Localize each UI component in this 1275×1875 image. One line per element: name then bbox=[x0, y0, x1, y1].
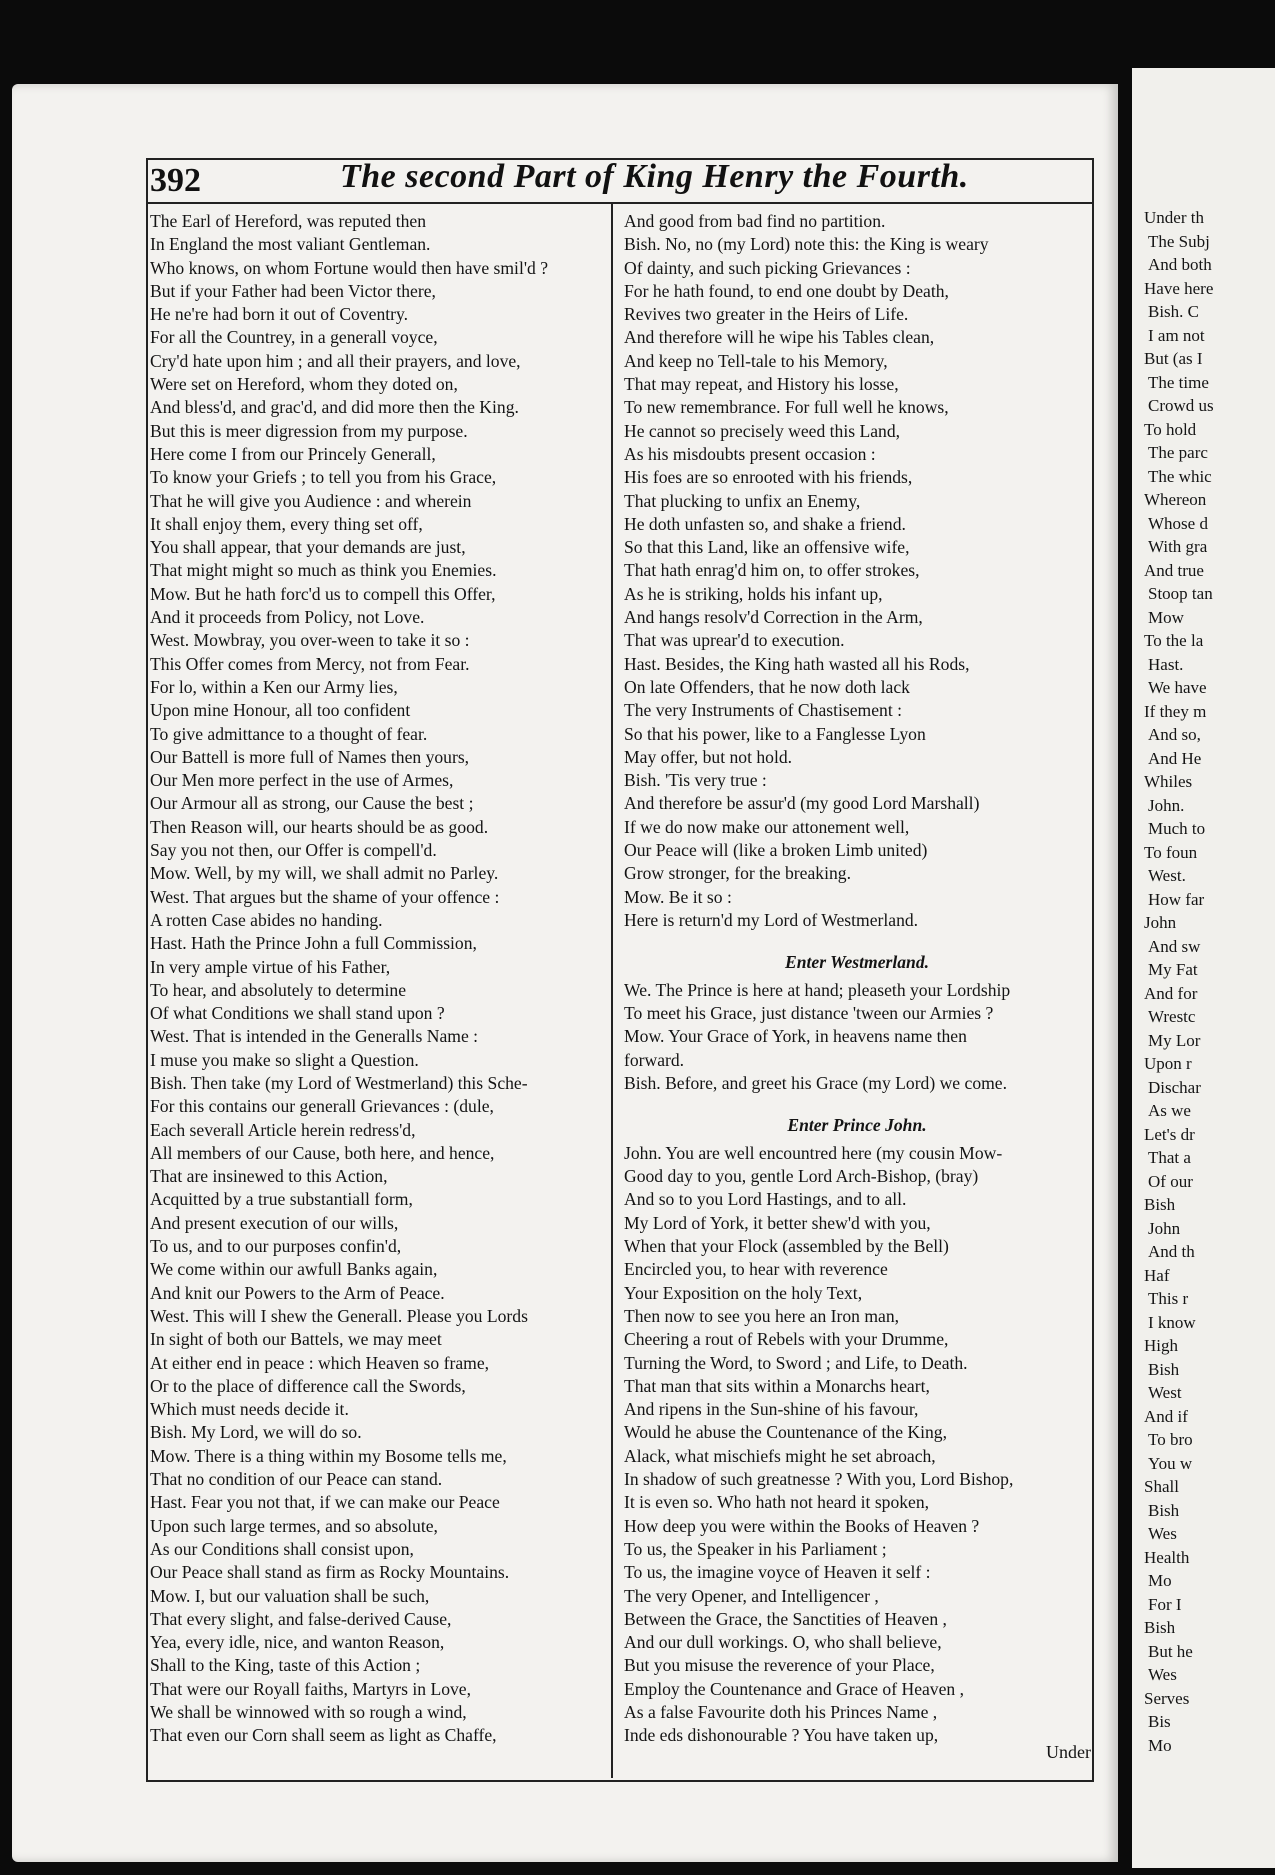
text-line: Acquitted by a true substantiall form, bbox=[150, 1189, 413, 1210]
text-line: I muse you make so slight a Question. bbox=[150, 1049, 419, 1070]
text-line: And ripens in the Sun-shine of his favour, bbox=[624, 1399, 919, 1420]
text-line: Upon mine Honour, all too confident bbox=[150, 700, 411, 721]
header-rule bbox=[146, 202, 1094, 204]
facing-page-fragment: The time bbox=[1148, 372, 1209, 392]
text-line: forward. bbox=[624, 1049, 685, 1070]
text-line: Hast. Hath the Prince John a full Commission, bbox=[150, 933, 477, 954]
text-line: To give admittance to a thought of fear. bbox=[150, 723, 428, 744]
text-line: That hath enrag'd him on, to offer strokes, bbox=[624, 560, 920, 581]
text-line: To us, the imagine voyce of Heaven it self : bbox=[624, 1562, 931, 1583]
text-line: And our dull workings. O, who shall believe, bbox=[624, 1632, 942, 1653]
facing-page-fragment: West. bbox=[1148, 866, 1186, 885]
text-line: West. That argues but the shame of your offence : bbox=[150, 886, 500, 907]
text-line: Bish. Then take (my Lord of Westmerland) this Sche- bbox=[150, 1072, 528, 1093]
text-line: In England the most valiant Gentleman. bbox=[150, 234, 431, 255]
text-line: That were our Royall faiths, Martyrs in Love, bbox=[150, 1678, 472, 1699]
text-line: Cry'd hate upon him ; and all their prayers, and love, bbox=[150, 350, 521, 371]
facing-page-fragment: Whereon bbox=[1144, 490, 1207, 509]
text-line: That might might so much as think you Enemies. bbox=[150, 560, 497, 581]
text-line: To meet his Grace, just distance 'tween our Armies ? bbox=[624, 1003, 994, 1024]
text-line: Bish. Before, and greet his Grace (my Lord) we come. bbox=[624, 1072, 1008, 1093]
facing-page-fragment: To foun bbox=[1144, 842, 1198, 862]
text-line: And hangs resolv'd Correction in the Arm, bbox=[624, 607, 923, 628]
text-line: Of dainty, and such picking Grievances : bbox=[624, 257, 911, 278]
facing-page bbox=[1132, 68, 1275, 1868]
facing-page-fragment: And if bbox=[1144, 1406, 1188, 1426]
text-line: And present execution of our wills, bbox=[150, 1212, 399, 1233]
text-line: Our Peace shall stand as firm as Rocky Mountains. bbox=[150, 1562, 510, 1583]
facing-page-fragment: Bish bbox=[1148, 1359, 1180, 1379]
facing-page-fragment: With gra bbox=[1148, 537, 1208, 556]
text-line: But you misuse the reverence of your Place, bbox=[624, 1655, 935, 1676]
text-line: And therefore will he wipe his Tables clean, bbox=[624, 327, 935, 348]
facing-page-fragment: Mo bbox=[1148, 1571, 1172, 1590]
text-line: He ne're had born it out of Coventry. bbox=[150, 304, 409, 325]
facing-page-fragment: And sw bbox=[1148, 936, 1201, 956]
catchword: Under bbox=[1046, 1742, 1091, 1762]
text-line: And it proceeds from Policy, not Love. bbox=[150, 607, 425, 628]
facing-page-fragment: My Fat bbox=[1148, 960, 1198, 979]
text-line: Would he abuse the Countenance of the King, bbox=[624, 1422, 948, 1443]
facing-page-fragment: Bish bbox=[1148, 1500, 1180, 1520]
text-line: That may repeat, and History his losse, bbox=[624, 374, 899, 395]
text-line: The very Opener, and Intelligencer , bbox=[624, 1585, 879, 1606]
facing-page-fragment: Let's dr bbox=[1144, 1124, 1195, 1144]
text-line: Our Peace will (like a broken Limb united) bbox=[624, 840, 928, 861]
text-line: Mow. Be it so : bbox=[624, 886, 732, 907]
facing-page-fragment: My Lor bbox=[1148, 1030, 1201, 1050]
column-rule bbox=[611, 204, 613, 1778]
facing-page-fragment: Whose d bbox=[1148, 513, 1208, 533]
facing-page-fragment: The Subj bbox=[1148, 231, 1210, 251]
text-line: And so to you Lord Hastings, and to all. bbox=[624, 1189, 907, 1210]
text-line: Then Reason will, our hearts should be as good. bbox=[150, 816, 489, 837]
text-line: Between the Grace, the Sanctities of Heaven , bbox=[624, 1608, 947, 1629]
text-line: Mow. But he hath forc'd us to compell this Offer, bbox=[150, 583, 496, 604]
facing-page-fragment: Wes bbox=[1148, 1665, 1177, 1684]
left-text-column bbox=[150, 210, 608, 1748]
facing-page-fragment: And th bbox=[1148, 1242, 1195, 1261]
text-line: Enter Westmerland. bbox=[784, 952, 930, 973]
text-line: West. That is intended in the Generalls Name : bbox=[150, 1026, 479, 1047]
facing-page-fragment: The parc bbox=[1148, 443, 1208, 462]
text-line: Yea, every idle, nice, and wanton Reason, bbox=[150, 1632, 445, 1653]
text-line: When that your Flock (assembled by the Bell) bbox=[624, 1236, 949, 1257]
text-line: Were set on Hereford, whom they doted on, bbox=[150, 374, 458, 395]
text-line: Good day to you, gentle Lord Arch-Bishop, (bray) bbox=[624, 1166, 979, 1187]
text-line: Shall to the King, taste of this Action ; bbox=[150, 1655, 421, 1676]
text-line: As our Conditions shall consist upon, bbox=[150, 1538, 414, 1559]
text-line: And keep no Tell-tale to his Memory, bbox=[624, 350, 888, 371]
facing-page-fragment: Haf bbox=[1144, 1265, 1170, 1285]
text-line: It shall enjoy them, every thing set off, bbox=[150, 513, 423, 534]
facing-page-fragment: And for bbox=[1144, 983, 1198, 1003]
text-line: Bish. My Lord, we will do so. bbox=[150, 1422, 362, 1443]
text-line: And therefore be assur'd (my good Lord Marshall) bbox=[624, 793, 980, 814]
text-line: Bish. 'Tis very true : bbox=[624, 770, 767, 791]
text-line: West. This will I shew the Generall. Please you Lords bbox=[150, 1305, 528, 1326]
text-line: Here come I from our Princely Generall, bbox=[150, 443, 436, 464]
text-line: That even our Corn shall seem as light as Chaffe, bbox=[150, 1725, 497, 1746]
facing-page-fragment: Of our bbox=[1148, 1171, 1193, 1191]
facing-page-fragment: I know bbox=[1148, 1312, 1196, 1332]
text-line: How deep you were within the Books of Heaven ? bbox=[624, 1515, 980, 1536]
text-line: That man that sits within a Monarchs heart, bbox=[624, 1375, 930, 1396]
facing-page-fragment: As we bbox=[1148, 1101, 1191, 1120]
facing-page-fragment: Crowd us bbox=[1148, 396, 1214, 415]
text-line: May offer, but not hold. bbox=[624, 746, 793, 767]
text-line: Mow. I, but our valuation shall be such, bbox=[150, 1585, 430, 1606]
facing-page-fragment: To bro bbox=[1148, 1430, 1193, 1449]
facing-page-fragment: And true bbox=[1144, 560, 1204, 580]
text-line: As a false Favourite doth his Princes Name , bbox=[624, 1702, 938, 1722]
text-line: West. Mowbray, you over-ween to take it so : bbox=[150, 630, 470, 651]
facing-page-fragment: And so, bbox=[1148, 725, 1201, 744]
facing-page-fragment: To the la bbox=[1144, 631, 1204, 650]
text-line: Our Armour all as strong, our Cause the best ; bbox=[150, 793, 474, 814]
text-line: He cannot so precisely weed this Land, bbox=[624, 420, 901, 441]
text-line: Bish. No, no (my Lord) note this: the King is weary bbox=[624, 234, 989, 255]
facing-page-fragment: Bish. C bbox=[1148, 302, 1200, 321]
facing-page-fragment: Bis bbox=[1148, 1712, 1171, 1731]
text-line: In very ample virtue of his Father, bbox=[150, 956, 391, 977]
facing-page-fragment: We have bbox=[1148, 678, 1207, 697]
text-line: Mow. There is a thing within my Bosome tells me, bbox=[150, 1445, 507, 1466]
text-line: It is even so. Who hath not heard it spoken, bbox=[624, 1492, 930, 1513]
text-line: If we do now make our attonement well, bbox=[624, 816, 910, 837]
text-line: That no condition of our Peace can stand. bbox=[150, 1469, 443, 1490]
facing-page-fragment: John bbox=[1148, 1218, 1181, 1238]
facing-page-fragment: John bbox=[1144, 913, 1177, 932]
text-line: Alack, what mischiefs might he set abroach, bbox=[624, 1445, 936, 1466]
facing-page-fragment: West bbox=[1148, 1383, 1182, 1402]
text-line: On late Offenders, that he now doth lack bbox=[624, 676, 910, 697]
text-line: Hast. Fear you not that, if we can make our Peace bbox=[150, 1492, 500, 1513]
facing-page-fragment: Shall bbox=[1144, 1477, 1179, 1496]
facing-page-fragment: If they m bbox=[1144, 701, 1207, 721]
text-line: My Lord of York, it better shew'd with you, bbox=[624, 1212, 931, 1233]
text-line: Your Exposition on the holy Text, bbox=[624, 1282, 863, 1303]
text-line: Of what Conditions we shall stand upon ? bbox=[150, 1003, 445, 1024]
text-line: The very Instruments of Chastisement : bbox=[624, 700, 903, 721]
text-line: For this contains our generall Grievances : (dule, bbox=[150, 1096, 494, 1117]
facing-page-fragment: Serves bbox=[1144, 1688, 1190, 1708]
text-line: At either end in peace : which Heaven so frame, bbox=[150, 1352, 490, 1373]
text-line: To new remembrance. For full well he knows, bbox=[624, 397, 949, 418]
text-line: That plucking to unfix an Enemy, bbox=[624, 490, 861, 511]
facing-page-fragment: Wrestc bbox=[1148, 1007, 1196, 1026]
text-line: Mow. Well, by my will, we shall admit no Parley. bbox=[150, 863, 499, 884]
facing-page-fragment: Bish bbox=[1144, 1195, 1176, 1214]
facing-page-fragment: Upon r bbox=[1144, 1054, 1192, 1073]
facing-page-fragment: And He bbox=[1148, 748, 1202, 768]
text-line: All members of our Cause, both here, and hence, bbox=[150, 1142, 495, 1163]
facing-page-fragment: That a bbox=[1148, 1148, 1191, 1167]
text-line: Upon such large termes, and so absolute, bbox=[150, 1515, 438, 1536]
facing-page-fragment: Under th bbox=[1144, 208, 1204, 227]
text-line: Our Battell is more full of Names then yours, bbox=[150, 746, 470, 767]
facing-page-fragment: This r bbox=[1148, 1289, 1189, 1308]
text-line: Revives two greater in the Heirs of Life. bbox=[624, 304, 909, 325]
text-line: We come within our awfull Banks again, bbox=[150, 1259, 438, 1280]
text-line: Our Men more perfect in the use of Armes, bbox=[150, 770, 454, 791]
text-line: Enter Prince John. bbox=[787, 1115, 927, 1136]
text-line: To hear, and absolutely to determine bbox=[150, 979, 407, 1000]
text-line: So that this Land, like an offensive wife, bbox=[624, 537, 910, 558]
text-line: Mow. Your Grace of York, in heavens name then bbox=[624, 1026, 967, 1047]
text-line: Each severall Article herein redress'd, bbox=[150, 1119, 416, 1140]
text-line: That are insinewed to this Action, bbox=[150, 1166, 388, 1187]
text-line: In shadow of such greatnesse ? With you, Lord Bishop, bbox=[624, 1469, 1014, 1490]
facing-page-fragment: Bish bbox=[1144, 1618, 1176, 1637]
text-line: Or to the place of difference call the Swords, bbox=[150, 1375, 466, 1396]
text-line: Who knows, on whom Fortune would then have smil'd ? bbox=[150, 257, 549, 278]
text-line: And bless'd, and grac'd, and did more then the King. bbox=[150, 397, 519, 418]
text-line: John. You are well encountred here (my cousin Mow- bbox=[624, 1142, 1003, 1163]
text-line: He doth unfasten so, and shake a friend. bbox=[624, 513, 906, 534]
text-line: That he will give you Audience : and wherein bbox=[150, 490, 472, 511]
facing-page-fragment: Whiles bbox=[1144, 772, 1193, 791]
text-line: Here is return'd my Lord of Westmerland. bbox=[624, 909, 919, 930]
facing-page-fragment: I am not bbox=[1148, 325, 1205, 345]
facing-page-fragment: Much to bbox=[1148, 819, 1206, 838]
facing-page-fragment: Mow bbox=[1148, 607, 1184, 627]
text-line: Say you not then, our Offer is compell'd. bbox=[150, 840, 437, 861]
facing-page-fragment: For I bbox=[1148, 1594, 1182, 1614]
text-line: A rotten Case abides no handing. bbox=[150, 909, 383, 930]
text-line: That every slight, and false-derived Cause, bbox=[150, 1608, 452, 1629]
text-line: Encircled you, to hear with reverence bbox=[624, 1259, 888, 1280]
text-line: The Earl of Hereford, was reputed then bbox=[150, 211, 427, 231]
text-line: You shall appear, that your demands are just, bbox=[150, 537, 466, 558]
facing-page-fragment: High bbox=[1144, 1336, 1178, 1355]
text-line: So that his power, like to a Fanglesse Lyon bbox=[624, 723, 926, 744]
text-line: In sight of both our Battels, we may meet bbox=[150, 1329, 442, 1350]
facing-page-fragment: And both bbox=[1148, 255, 1212, 274]
facing-page-fragment: Hast. bbox=[1148, 654, 1184, 674]
text-line: Employ the Countenance and Grace of Heaven , bbox=[624, 1678, 965, 1699]
text-line: Then now to see you here an Iron man, bbox=[624, 1305, 900, 1326]
text-line: Which must needs decide it. bbox=[150, 1399, 349, 1420]
text-line: That was uprear'd to execution. bbox=[624, 630, 845, 651]
text-line: As his misdoubts present occasion : bbox=[624, 443, 876, 464]
facing-page-fragment: Wes bbox=[1148, 1524, 1177, 1543]
facing-page-fragment: Mo bbox=[1148, 1735, 1172, 1755]
text-line: Turning the Word, to Sword ; and Life, to Death. bbox=[624, 1352, 968, 1373]
facing-page-fragment: John. bbox=[1148, 795, 1185, 815]
text-line: Grow stronger, for the breaking. bbox=[624, 863, 851, 884]
facing-page-fragment: Stoop tan bbox=[1148, 584, 1213, 603]
facing-page-fragment: But he bbox=[1148, 1641, 1193, 1661]
text-line: We shall be winnowed with so rough a wind, bbox=[150, 1702, 467, 1722]
text-line: And knit our Powers to the Arm of Peace. bbox=[150, 1282, 445, 1303]
facing-page-fragment: You w bbox=[1148, 1453, 1193, 1473]
page-number: 392 bbox=[150, 162, 201, 199]
text-line: This Offer comes from Mercy, not from Fear. bbox=[150, 653, 470, 674]
text-line: We. The Prince is here at hand; pleaseth your Lordship bbox=[624, 979, 1011, 1000]
facing-page-fragment: How far bbox=[1148, 889, 1205, 909]
text-line: Cheering a rout of Rebels with your Drumme, bbox=[624, 1329, 949, 1350]
text-line: His foes are so enrooted with his friends, bbox=[624, 467, 913, 488]
text-line: Hast. Besides, the King hath wasted all his Rods, bbox=[624, 653, 970, 674]
right-text-column bbox=[624, 210, 1090, 1748]
running-title: The second Part of King Henry the Fourth. bbox=[340, 158, 969, 195]
text-line: For all the Countrey, in a generall voyce, bbox=[150, 327, 438, 348]
text-line: And good from bad find no partition. bbox=[624, 211, 886, 231]
text-line: For he hath found, to end one doubt by Death, bbox=[624, 280, 949, 301]
text-line: To us, and to our purposes confin'd, bbox=[150, 1236, 402, 1257]
text-line: For lo, within a Ken our Army lies, bbox=[150, 676, 398, 697]
text-line: Inde eds dishonourable ? You have taken up, bbox=[624, 1725, 939, 1746]
facing-page-fragment: Have here bbox=[1144, 278, 1214, 298]
text-line: But if your Father had been Victor there, bbox=[150, 280, 436, 301]
text-line: As he is striking, holds his infant up, bbox=[624, 583, 883, 604]
text-line: To know your Griefs ; to tell you from his Grace, bbox=[150, 467, 497, 488]
facing-page-fragment: Dischar bbox=[1148, 1077, 1201, 1097]
text-line: To us, the Speaker in his Parliament ; bbox=[624, 1538, 887, 1559]
facing-page-fragment: The whic bbox=[1148, 466, 1212, 486]
facing-page-fragment: Health bbox=[1144, 1547, 1190, 1567]
facing-page-fragment: But (as I bbox=[1144, 349, 1203, 368]
text-line: But this is meer digression from my purpose. bbox=[150, 420, 468, 441]
facing-page-fragment: To hold bbox=[1144, 419, 1197, 439]
